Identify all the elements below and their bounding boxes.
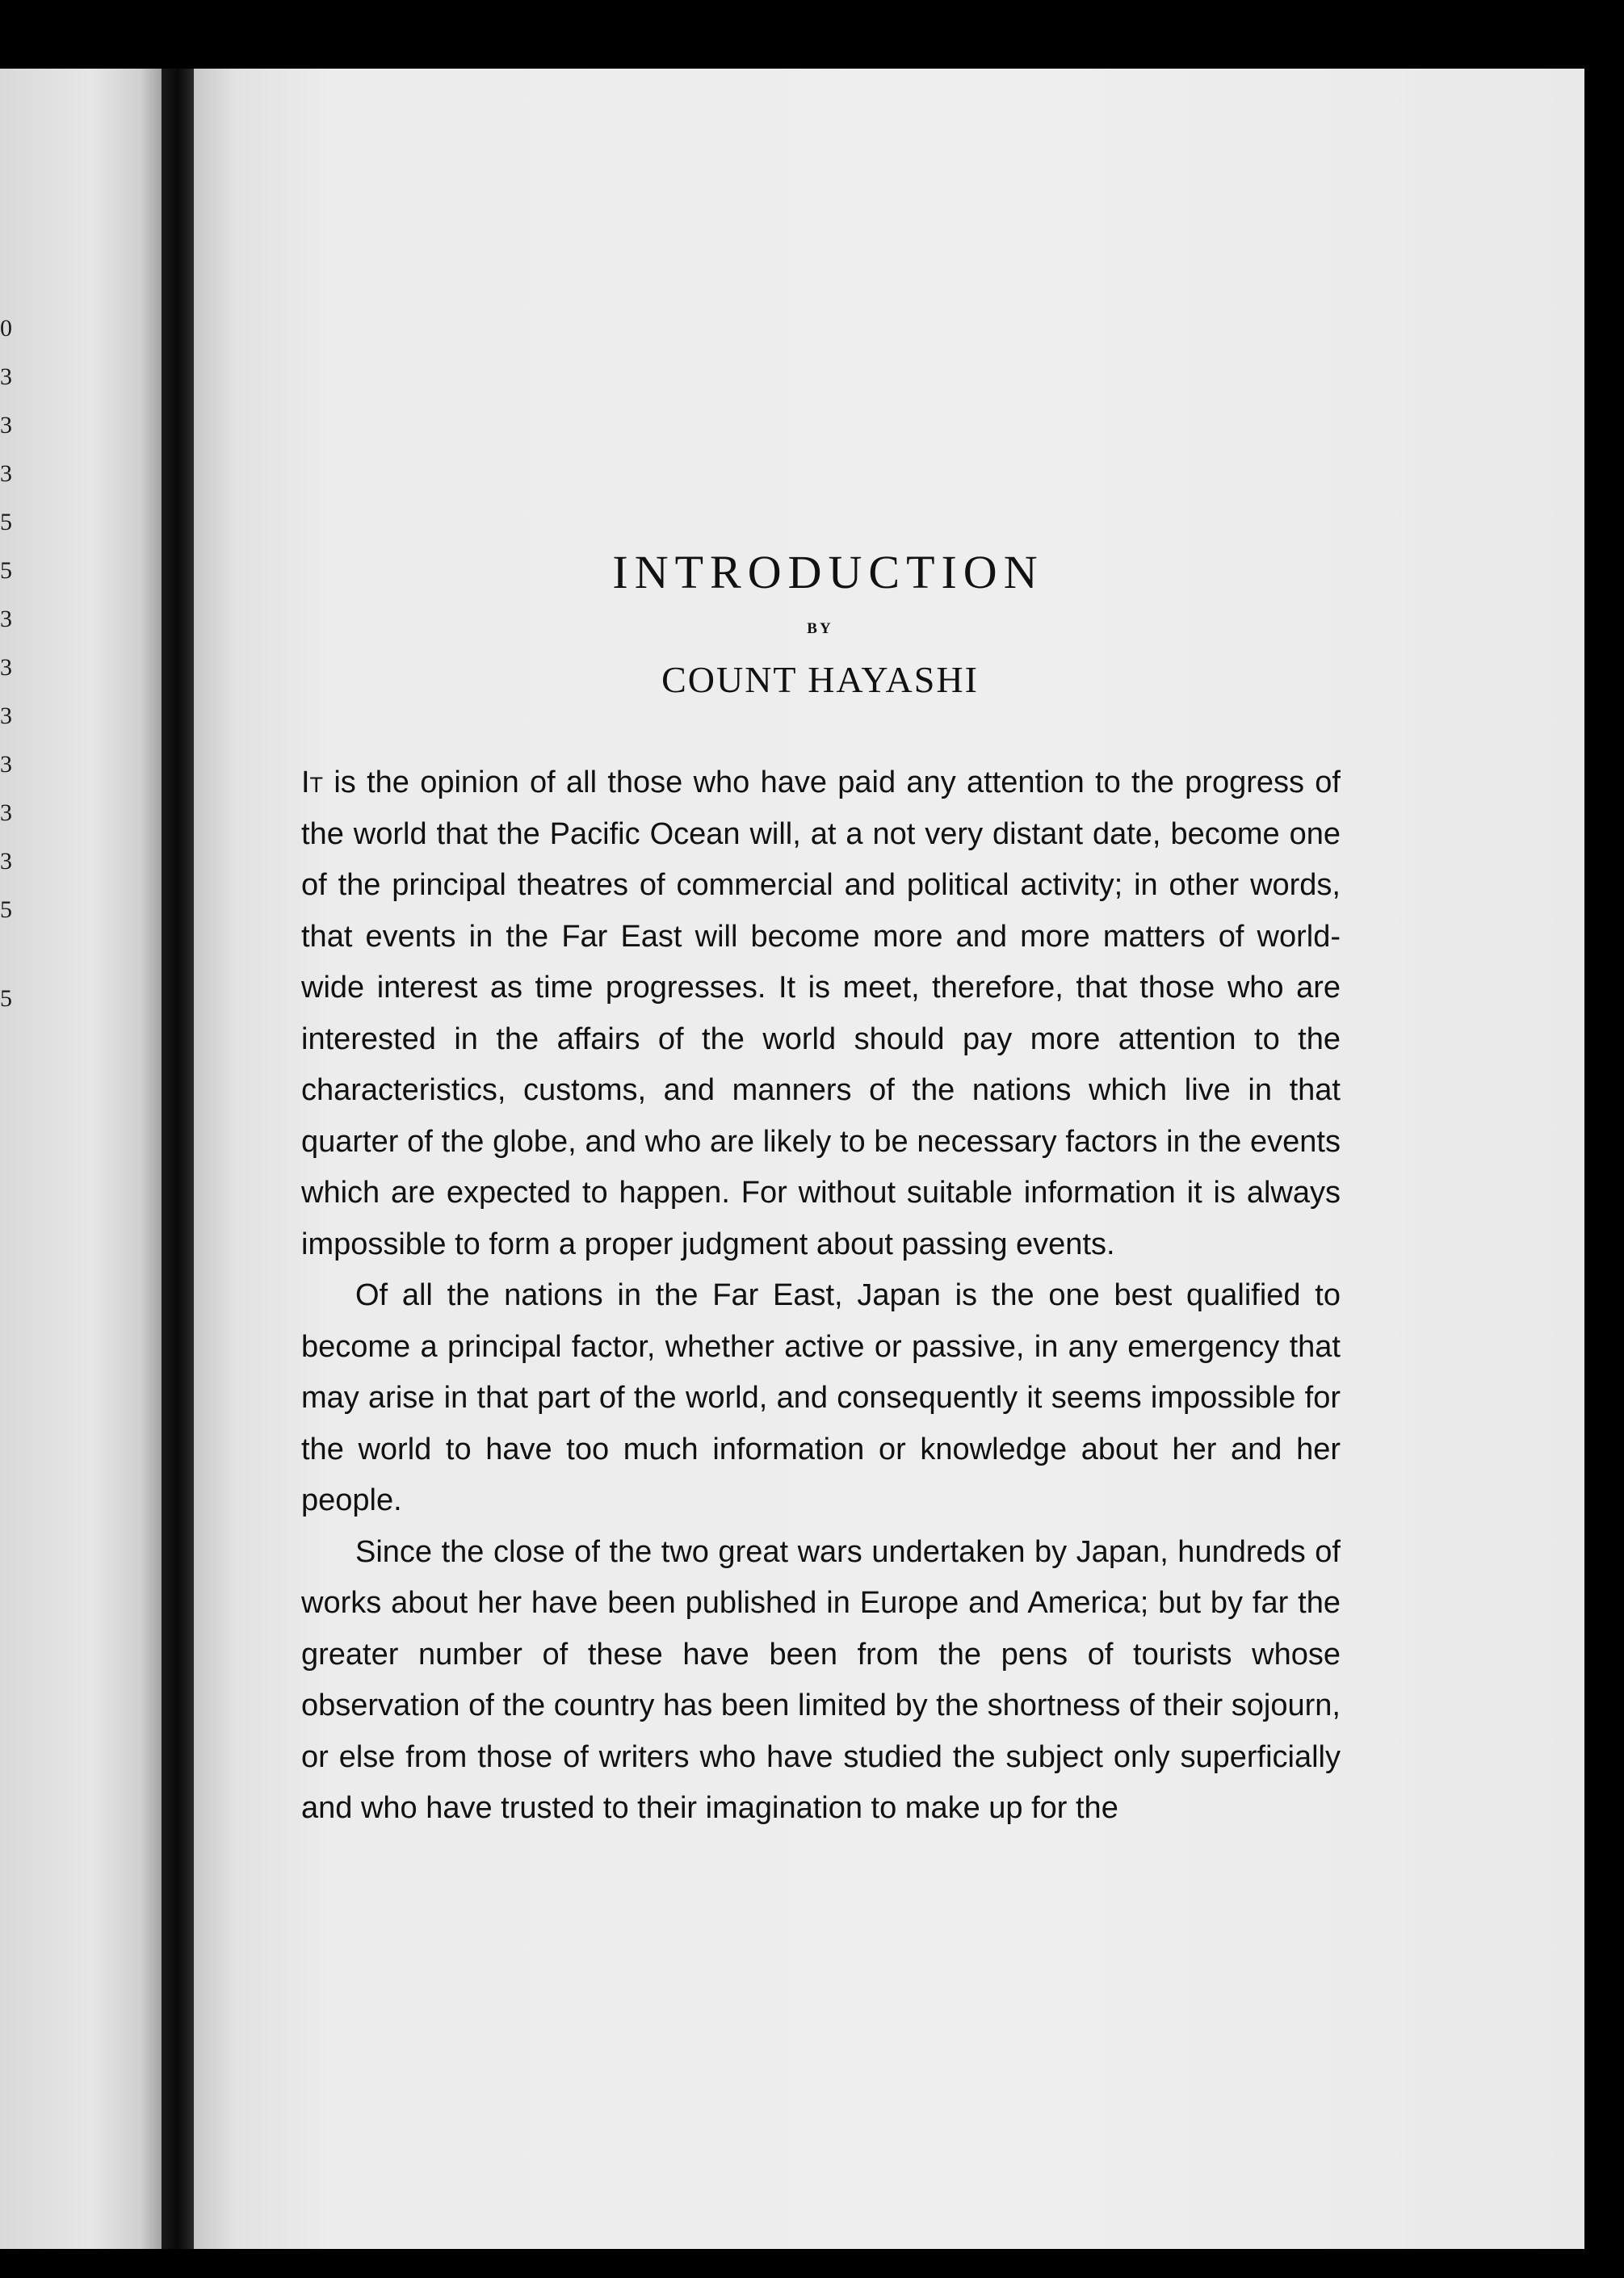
paragraph [301, 1527, 1341, 1835]
margin-number: 3 [0, 363, 12, 390]
paragraph-text: Since the close of the two great wars undertaken by Japan, hundreds of works about her have been published in Europe and America; but by far the greater number of these have been from the pens of tourists whose observation of the country has been limited by the shortness of their sojourn, or else from those of writers who have studied the subject only superficially and who have trusted to their imagination to make up for the [301, 1534, 1341, 1825]
margin-number: 3 [0, 848, 12, 875]
margin-number: 3 [0, 799, 12, 826]
margin-number: 3 [0, 606, 12, 632]
body-text [301, 757, 1341, 1835]
margin-number: 0 [0, 315, 12, 342]
author-name: COUNT HAYASHI [661, 659, 979, 700]
margin-number: 5 [0, 557, 12, 584]
margin-number: 3 [0, 751, 12, 778]
byline-label: BY [807, 620, 833, 637]
margin-number: 5 [0, 985, 12, 1012]
margin-number: 3 [0, 460, 12, 487]
chapter-title: INTRODUCTION [612, 546, 1044, 598]
paragraph [301, 1270, 1341, 1527]
paragraph-lead-word: It [301, 766, 324, 799]
margin-number: 3 [0, 654, 12, 681]
margin-number: 3 [0, 412, 12, 438]
previous-page-edge [0, 69, 166, 2249]
scan-border [1584, 69, 1624, 2249]
margin-number: 3 [0, 703, 12, 729]
margin-number: 5 [0, 509, 12, 535]
paragraph-text: is the opinion of all those who have paid any attention to the progress of the world that the Pacific Ocean will, at a not very distant date, become one of the principal theatres of commercial and political activity; in other words, that events in the Far East will become more and more matters of world-wide interest as time progresses. It is meet, therefore, that those who are interested in the affairs of the world should pay more attention to the characteristics, customs, and manners of the nations which live in that quarter of the globe, and who are likely to be necessary factors in the events which are expected to happen. For without suitable information it is always impossible to form a proper judgment about passing events. [301, 766, 1341, 1261]
paragraph-text: Of all the nations in the Far East, Japan is the one best qualified to become a principal factor, whether active or passive, in any emergency that may arise in that part of the world, and consequently it seems impossible for the world to have too much information or knowledge about her and her people. [301, 1278, 1341, 1517]
margin-number: 5 [0, 896, 12, 923]
paragraph [301, 757, 1341, 1270]
